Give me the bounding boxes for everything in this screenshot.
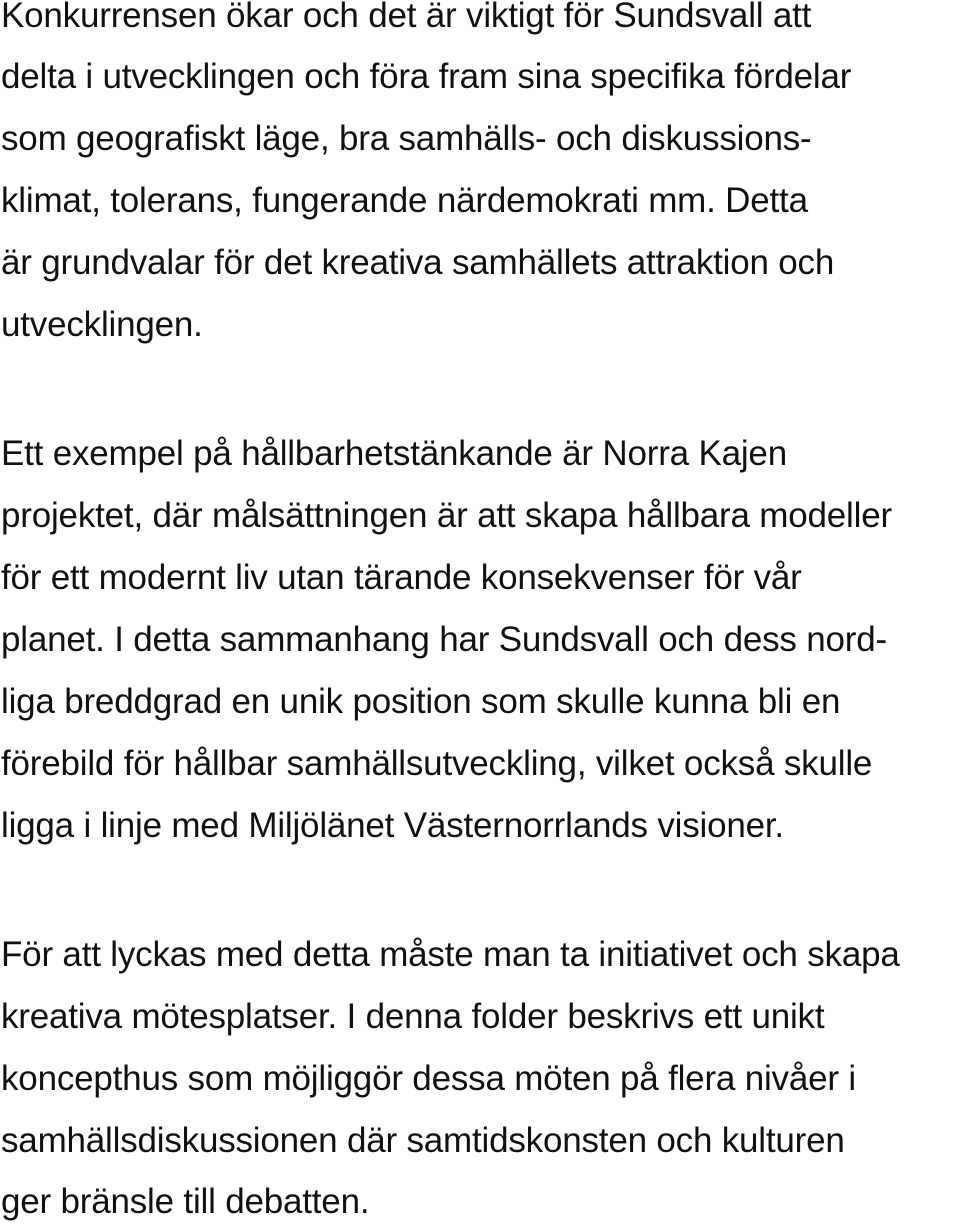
text-line: samhällsdiskussionen där samtidskonsten och kulturen <box>1 1121 845 1160</box>
text-line: är grundvalar för det kreativa samhällets attraktion och <box>1 243 835 282</box>
text-line: klimat, tolerans, fungerande närdemokrati mm. Detta <box>1 181 808 220</box>
text-line: förebild för hållbar samhällsutveckling, vilket också skulle <box>1 744 873 783</box>
text-line: koncepthus som möjliggör dessa möten på flera nivåer i <box>1 1059 856 1098</box>
text-line: Konkurrensen ökar och det är viktigt för Sundsvall att <box>1 0 812 35</box>
text-line: ger bränsle till debatten. <box>1 1182 370 1221</box>
text-line: utvecklingen. <box>1 305 203 344</box>
text-line: liga breddgrad en unik position som skulle kunna bli en <box>1 682 841 721</box>
text-line: Ett exempel på hållbarhetstänkande är Norra Kajen <box>1 434 787 473</box>
text-line: För att lyckas med detta måste man ta initiativet och skapa <box>1 935 900 974</box>
text-line: kreativa mötesplatser. I denna folder beskrivs ett unikt <box>1 997 825 1036</box>
text-line: ligga i linje med Miljölänet Västernorrlands visioner. <box>1 806 784 845</box>
text-line: delta i utvecklingen och föra fram sina specifika fördelar <box>1 57 852 96</box>
text-line: projektet, där målsättningen är att skapa hållbara modeller <box>1 496 892 535</box>
text-line: för ett modernt liv utan tärande konsekvenser för vår <box>1 558 802 597</box>
text-line: som geografiskt läge, bra samhälls- och diskussions- <box>1 119 812 158</box>
text-line: planet. I detta sammanhang har Sundsvall och dess nord- <box>1 620 887 659</box>
